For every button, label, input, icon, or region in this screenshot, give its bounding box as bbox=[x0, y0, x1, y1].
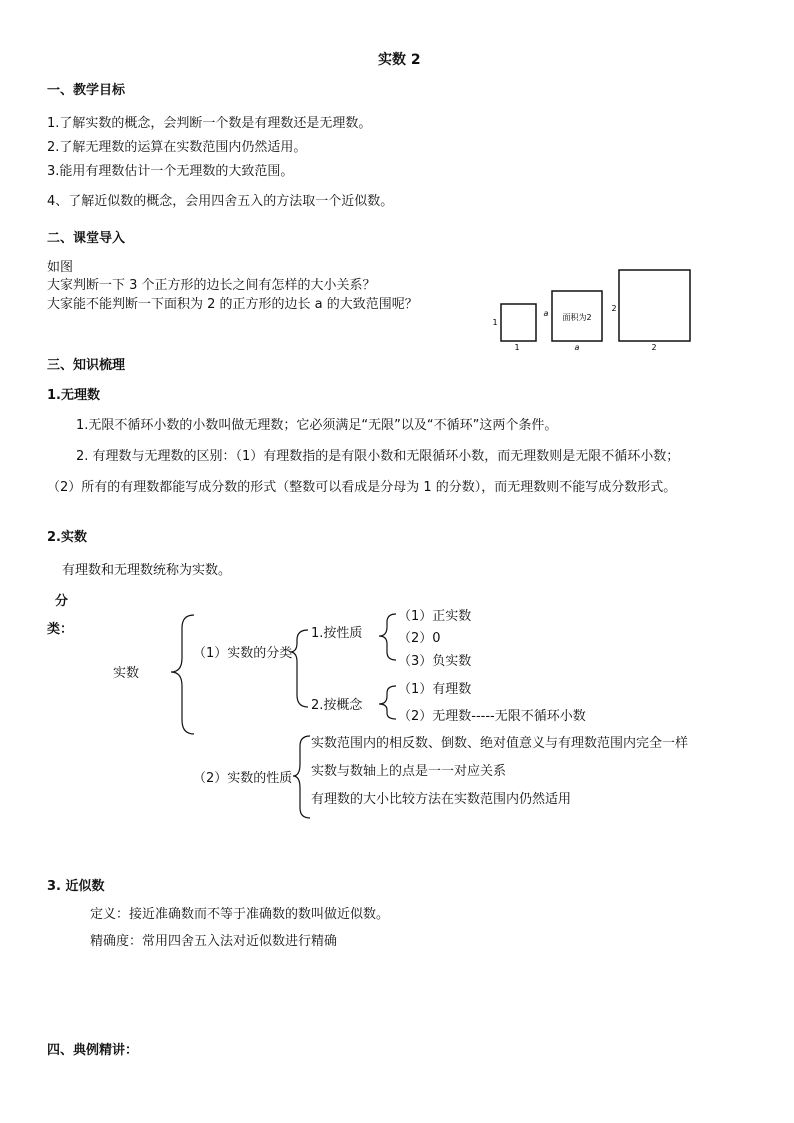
tree-property-2: 实数与数轴上的点是一一对应关系 bbox=[311, 764, 507, 779]
intro-line-2: 大家判断一下 3 个正方形的边长之间有怎样的大小关系？ bbox=[47, 278, 376, 293]
irrational-definition: 1.无限不循环小数的小数叫做无理数；它必须满足“无限”以及“不循环”这两个条件。 bbox=[76, 418, 558, 433]
section4-heading: 四、典例精讲： bbox=[47, 1043, 139, 1058]
real-number-definition: 有理数和无理数统称为实数。 bbox=[62, 563, 232, 578]
objective-item-1: 1.了解实数的概念，会判断一个数是有理数还是无理数。 bbox=[47, 116, 372, 131]
brace-root bbox=[171, 615, 194, 734]
section2-heading: 二、课堂导入 bbox=[47, 231, 126, 246]
classification-label-1: 分 bbox=[55, 594, 69, 609]
approx-definition: 定义：接近准确数而不等于准确数的数叫做近似数。 bbox=[90, 907, 390, 922]
tree-property-1: 实数范围内的相反数、倒数、绝对值意义与有理数范围内完全一样 bbox=[311, 736, 689, 751]
brace-properties bbox=[293, 736, 310, 818]
classification-label-2: 类： bbox=[47, 622, 74, 637]
square-2-left-label: a bbox=[543, 309, 549, 318]
sub1-heading: 1.无理数 bbox=[47, 388, 100, 403]
tree-negative-real: （3）负实数 bbox=[398, 654, 472, 669]
squares-figure bbox=[490, 262, 700, 354]
tree-irrational: （2）无理数-----无限不循环小数 bbox=[398, 709, 586, 724]
difference-line-1: 2. 有理数与无理数的区别：（1）有理数指的是有限小数和无限循环小数，而无理数则是无限不循环小数； bbox=[76, 449, 680, 464]
square-2-area-label: 面积为2 bbox=[562, 313, 592, 322]
tree-rational: （1）有理数 bbox=[398, 682, 472, 697]
tree-by-concept: 2.按概念 bbox=[311, 698, 363, 713]
square-2-bottom-label: a bbox=[574, 343, 580, 352]
tree-properties: （2）实数的性质 bbox=[193, 771, 293, 786]
intro-line-1: 如图 bbox=[47, 260, 74, 275]
square-1-bottom-label: 1 bbox=[514, 343, 520, 352]
objective-item-3: 3.能用有理数估计一个无理数的大致范围。 bbox=[47, 164, 294, 179]
tree-property-3: 有理数的大小比较方法在实数范围内仍然适用 bbox=[311, 792, 572, 807]
square-3 bbox=[619, 270, 690, 341]
intro-line-3: 大家能不能判断一下面积为 2 的正方形的边长 a 的大致范围呢？ bbox=[47, 297, 418, 312]
objective-item-4: 4、了解近似数的概念，会用四舍五入的方法取一个近似数。 bbox=[47, 194, 394, 209]
sub2-heading: 2.实数 bbox=[47, 530, 87, 545]
brace-by-concept bbox=[379, 686, 396, 719]
section3-heading: 三、知识梳理 bbox=[47, 358, 126, 373]
tree-by-property: 1.按性质 bbox=[311, 626, 363, 641]
tree-positive-real: （1）正实数 bbox=[398, 609, 472, 624]
square-1-left-label: 1 bbox=[492, 318, 498, 327]
brace-by-property bbox=[379, 614, 396, 660]
square-1 bbox=[501, 304, 536, 341]
brace-classification bbox=[290, 630, 308, 707]
page-title: 实数 2 bbox=[378, 52, 421, 68]
objective-item-2: 2.了解无理数的运算在实数范围内仍然适用。 bbox=[47, 140, 307, 155]
tree-root: 实数 bbox=[113, 666, 140, 681]
square-3-left-label: 2 bbox=[611, 304, 617, 313]
tree-classification: （1）实数的分类 bbox=[193, 646, 293, 661]
approx-precision: 精确度：常用四舍五入法对近似数进行精确 bbox=[90, 934, 338, 949]
square-3-bottom-label: 2 bbox=[651, 343, 657, 352]
section1-heading: 一、教学目标 bbox=[47, 83, 126, 98]
sub3-heading: 3. 近似数 bbox=[47, 879, 105, 894]
difference-line-2: （2）所有的有理数都能写成分数的形式（整数可以看成是分母为 1 的分数），而无理数则不能写成分数形式。 bbox=[47, 480, 677, 495]
tree-zero: （2）0 bbox=[398, 631, 441, 646]
